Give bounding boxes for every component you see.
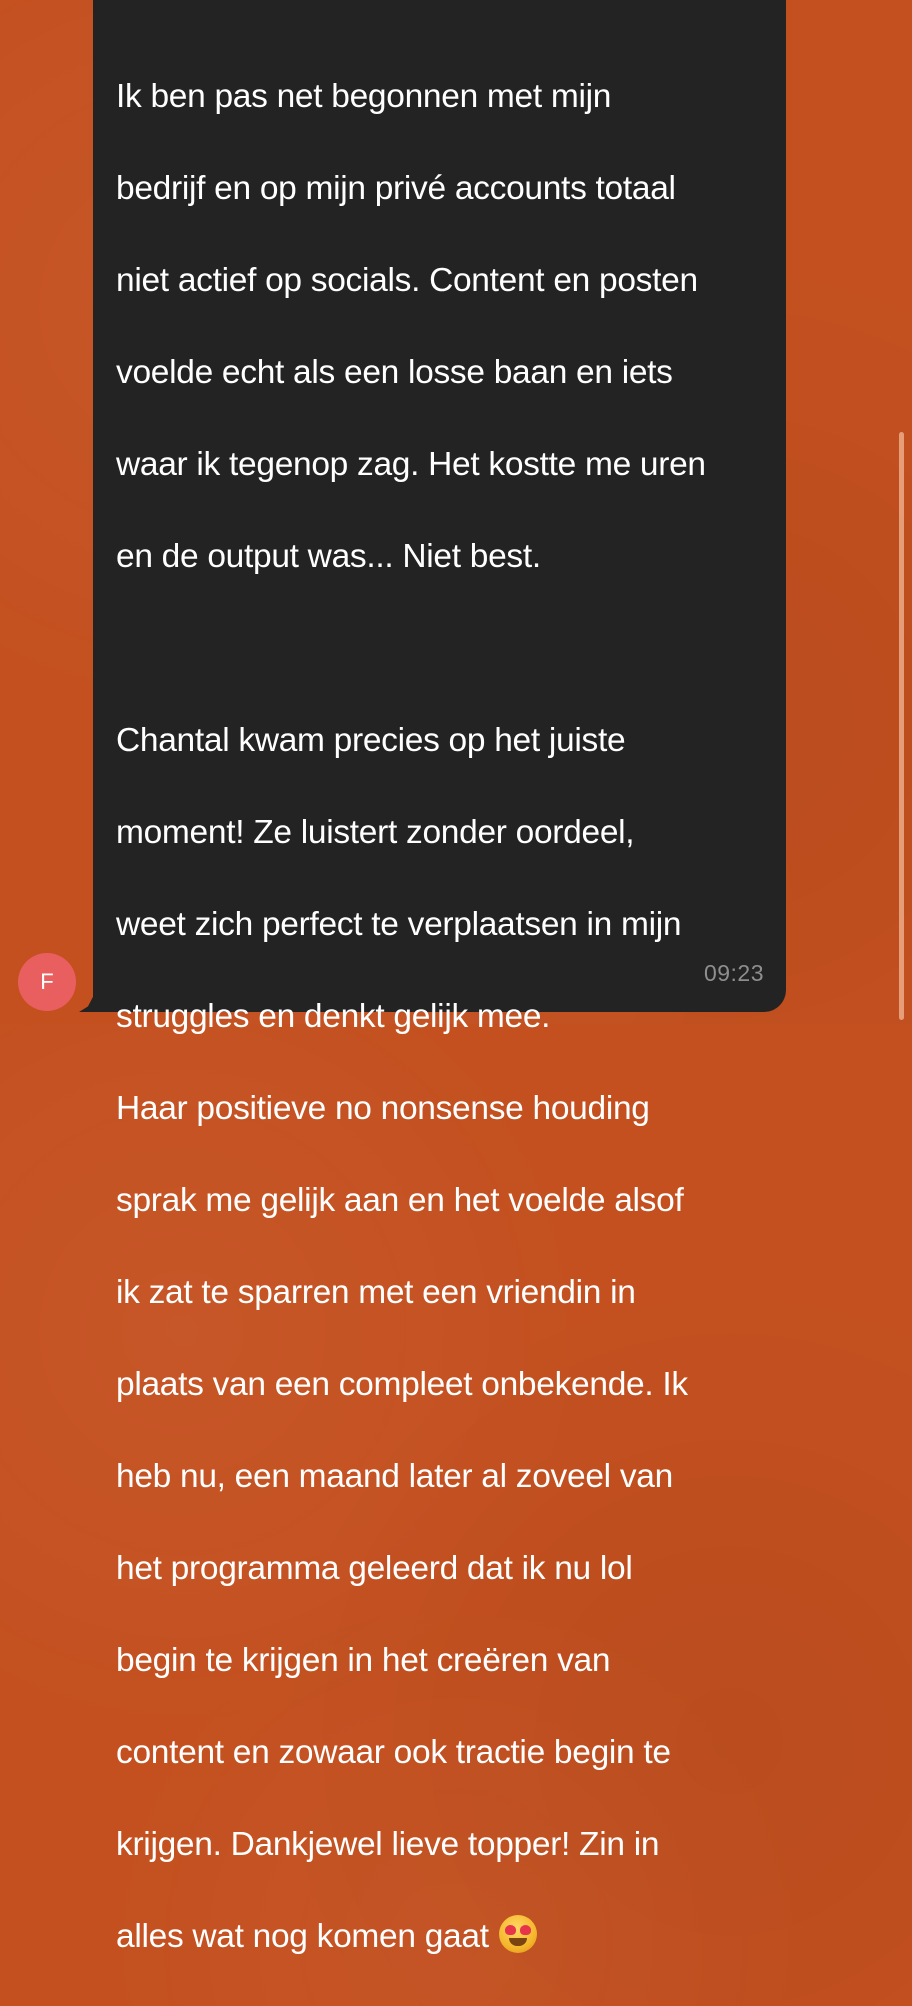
message-line: krijgen. Dankjewel lieve topper! Zin in	[116, 1826, 660, 1863]
message-line: moment! Ze luistert zonder oordeel,	[116, 814, 635, 851]
message-line: alles wat nog komen gaat	[116, 1918, 489, 1955]
message-line: het programma geleerd dat ik nu lol	[116, 1550, 633, 1587]
heart-eyes-emoji-icon	[499, 1915, 537, 1953]
heart-shape	[505, 1925, 516, 1935]
message-line: bedrijf en op mijn privé accounts totaal	[116, 170, 676, 207]
heart-shape	[520, 1925, 531, 1935]
message-line: heb nu, een maand later al zoveel van	[116, 1458, 673, 1495]
message-line-last	[116, 1914, 762, 1960]
message-line: weet zich perfect te verplaatsen in mijn	[116, 906, 682, 943]
message-line: sprak me gelijk aan en het voelde alsof	[116, 1182, 684, 1219]
message-line: ik zat te sparren met een vriendin in	[116, 1274, 636, 1311]
message-line: en de output was... Niet best.	[116, 538, 541, 575]
mouth-shape	[509, 1938, 527, 1946]
message-line: waar ik tegenop zag. Het kostte me uren	[116, 446, 706, 483]
message-text	[116, 28, 762, 2006]
message-line: plaats van een compleet onbekende. Ik	[116, 1366, 688, 1403]
message-line: content en zowaar ook tractie begin te	[116, 1734, 671, 1771]
message-bubble[interactable]	[93, 0, 786, 1955]
message-line: struggles en denkt gelijk mee.	[116, 998, 551, 1035]
message-line: Chantal kwam precies op het juiste	[116, 722, 626, 759]
message-line-blank	[116, 626, 762, 672]
message-timestamp: 09:23	[703, 960, 764, 986]
bubble-tail	[79, 984, 109, 1012]
message-line: voelde echt als een losse baan en iets	[116, 354, 673, 391]
message-line: Ik ben pas net begonnen met mijn	[116, 78, 612, 115]
message-line: Haar positieve no nonsense houding	[116, 1090, 650, 1127]
avatar-initial: F	[40, 969, 54, 994]
sender-avatar[interactable]	[18, 953, 76, 1011]
scrollbar[interactable]	[899, 432, 904, 1020]
message-line: begin te krijgen in het creëren van	[116, 1642, 611, 1679]
message-line: niet actief op socials. Content en posten	[116, 262, 698, 299]
